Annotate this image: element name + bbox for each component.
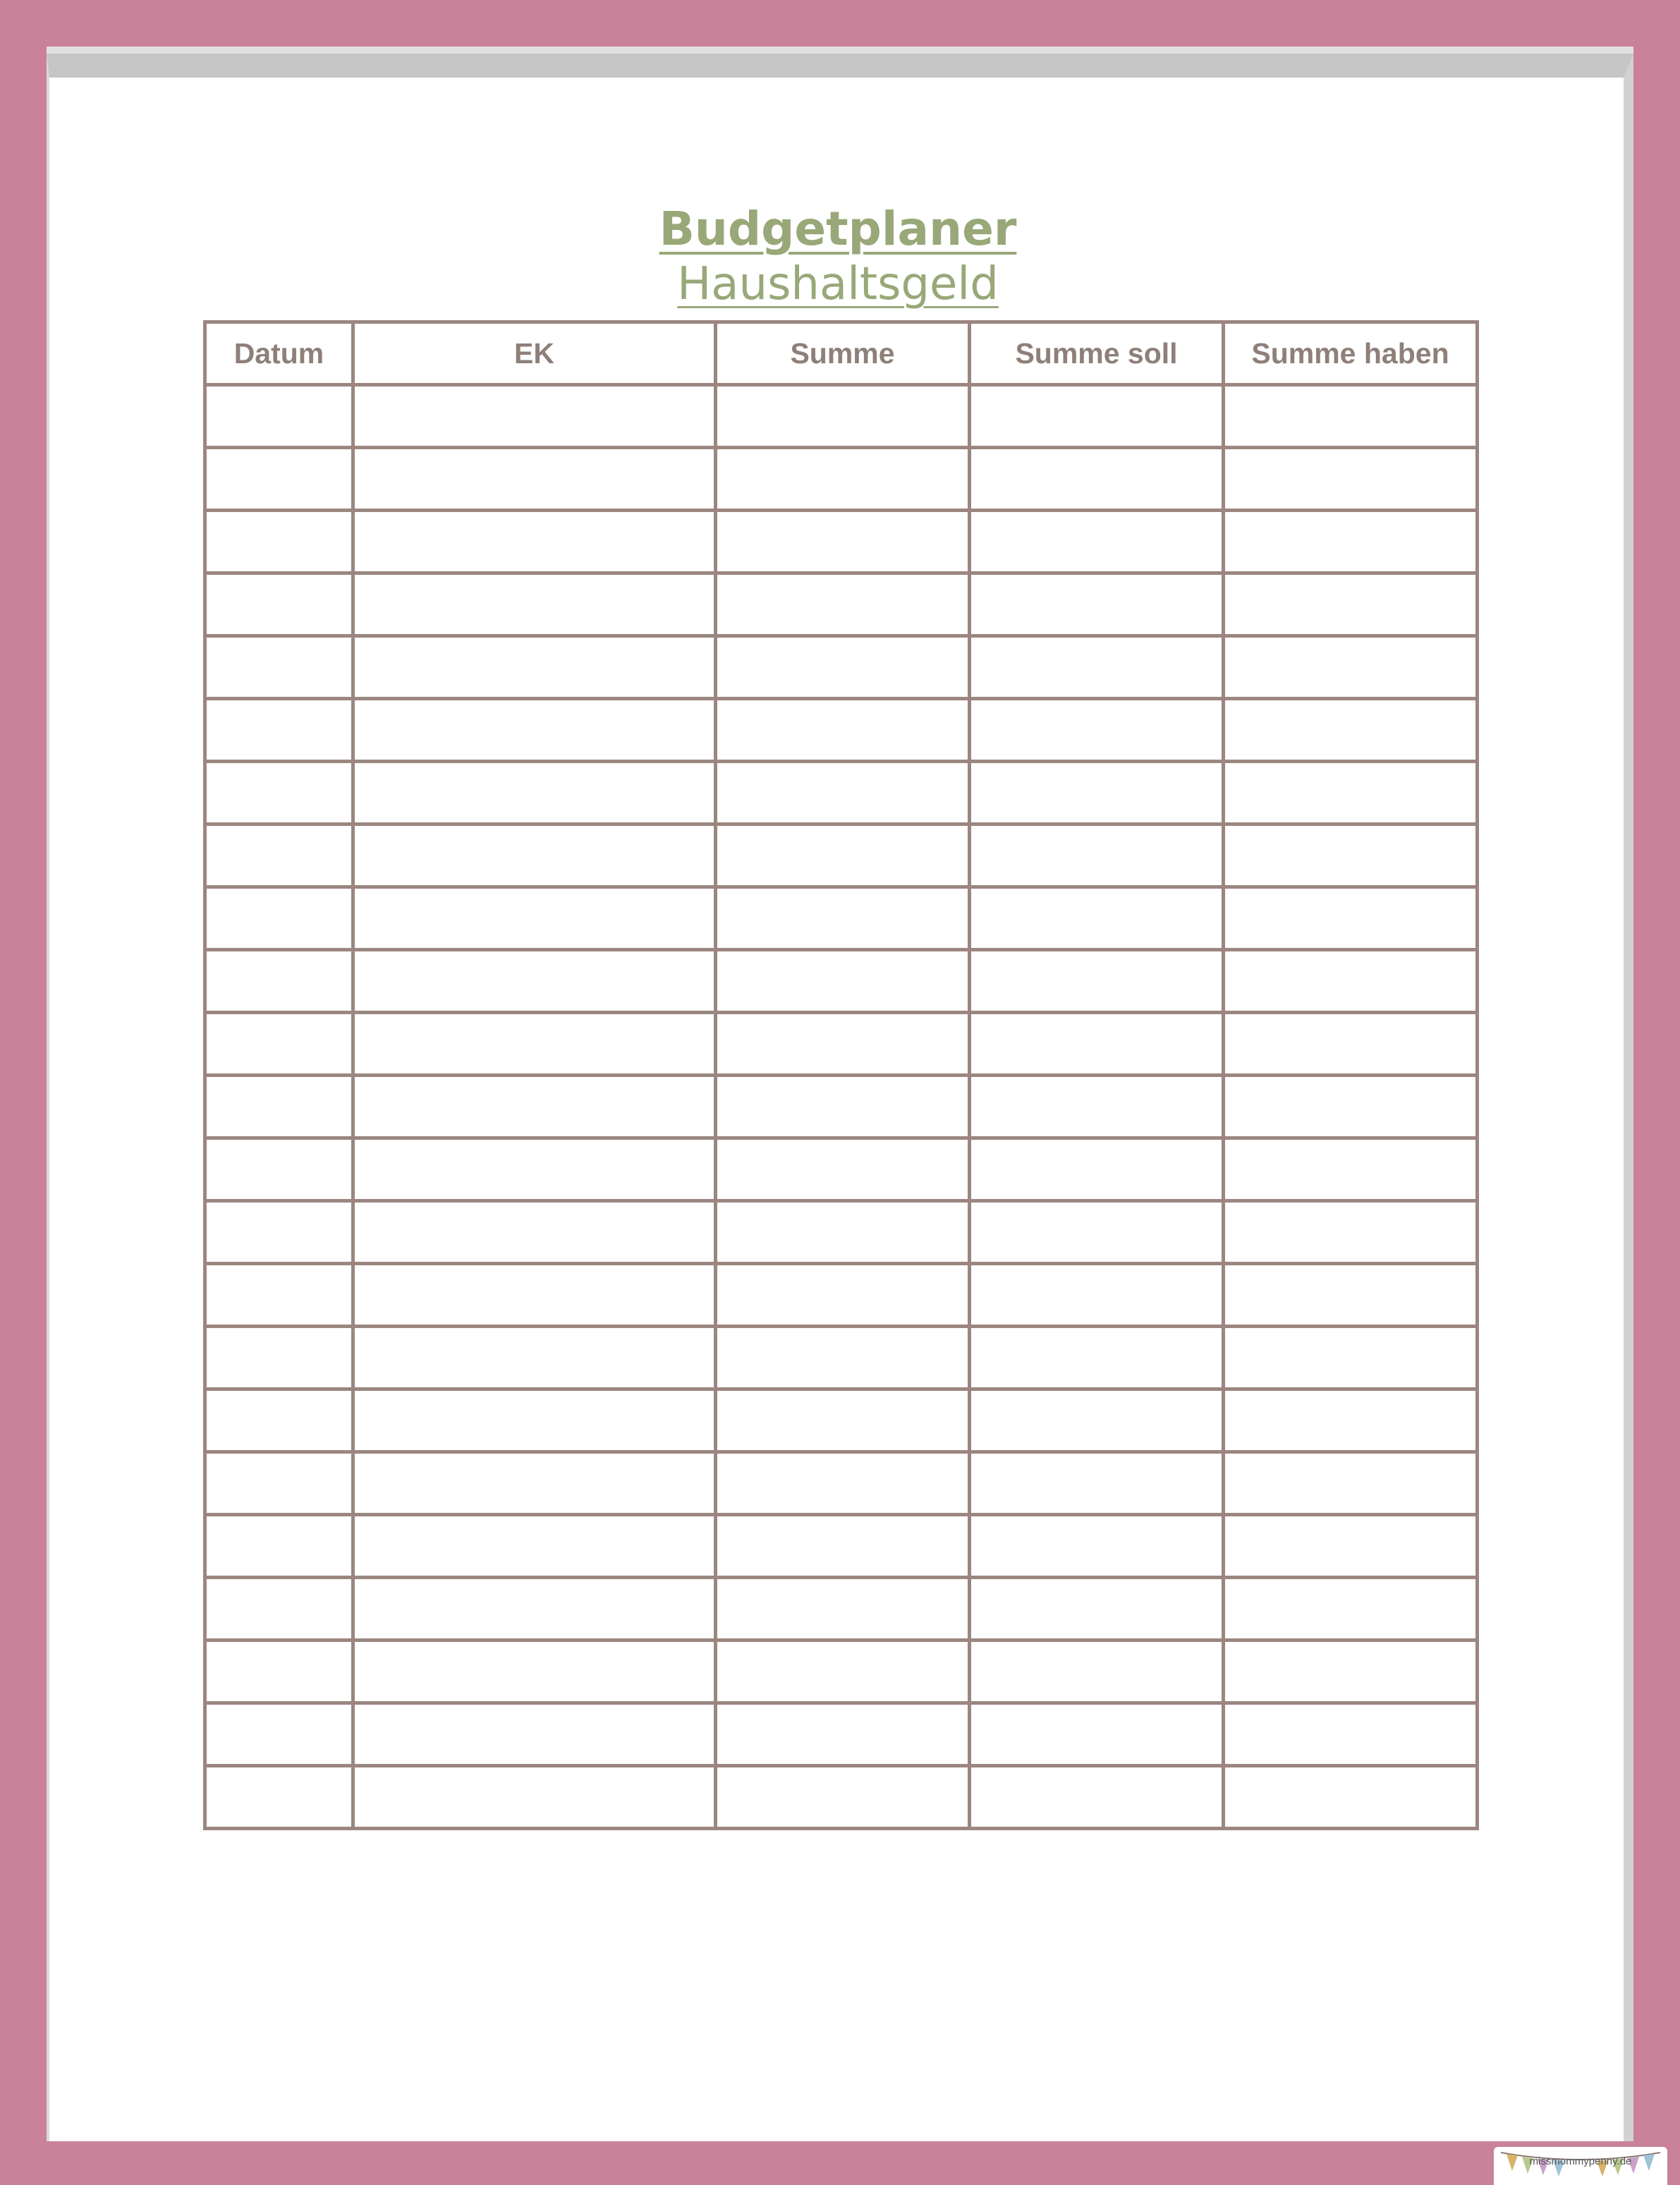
table-cell[interactable]: [353, 1138, 716, 1201]
table-row: [205, 448, 1478, 511]
table-cell[interactable]: [970, 762, 1224, 824]
table-row: [205, 1389, 1478, 1452]
table-cell[interactable]: [205, 887, 353, 950]
table-row: [205, 1766, 1478, 1829]
table-cell[interactable]: [716, 448, 970, 511]
table-cell[interactable]: [970, 1641, 1224, 1703]
table-cell[interactable]: [205, 385, 353, 448]
table-cell[interactable]: [1224, 824, 1478, 887]
table-row: [205, 699, 1478, 762]
table-cell[interactable]: [1224, 1138, 1478, 1201]
table-row: [205, 1201, 1478, 1264]
table-body: [205, 385, 1478, 1829]
table-cell[interactable]: [353, 887, 716, 950]
table-cell[interactable]: [353, 1327, 716, 1389]
page-title: Budgetplaner: [659, 202, 1017, 256]
table-cell[interactable]: [353, 950, 716, 1013]
table-row: [205, 1641, 1478, 1703]
table-cell[interactable]: [353, 1766, 716, 1829]
table-cell[interactable]: [353, 762, 716, 824]
table-cell[interactable]: [353, 573, 716, 636]
site-logo: [1494, 2147, 1667, 2185]
table-cell[interactable]: [1224, 762, 1478, 824]
table-cell[interactable]: [205, 824, 353, 887]
page-top-rule: [47, 47, 1633, 54]
table-cell[interactable]: [1224, 950, 1478, 1013]
table-cell[interactable]: [716, 511, 970, 573]
table-row: [205, 1264, 1478, 1327]
table-cell[interactable]: [716, 1578, 970, 1641]
table-row: [205, 1076, 1478, 1138]
table-cell[interactable]: [353, 1389, 716, 1452]
table-cell[interactable]: [970, 511, 1224, 573]
table-cell[interactable]: [716, 1076, 970, 1138]
table-cell[interactable]: [205, 1578, 353, 1641]
table-cell[interactable]: [1224, 1389, 1478, 1452]
table-cell[interactable]: [716, 1515, 970, 1578]
budget-table: [203, 320, 1479, 1830]
table-cell[interactable]: [205, 1264, 353, 1327]
table-row: [205, 1578, 1478, 1641]
table-row: [205, 824, 1478, 887]
table-cell[interactable]: [353, 1076, 716, 1138]
table-cell[interactable]: [353, 1641, 716, 1703]
table-cell[interactable]: [716, 1201, 970, 1264]
table-row: [205, 762, 1478, 824]
page-subtitle: Haushaltsgeld: [677, 258, 999, 310]
logo-text: missmommypenny.de: [1529, 2155, 1632, 2167]
table-cell[interactable]: [205, 1201, 353, 1264]
table-cell[interactable]: [716, 887, 970, 950]
table-cell[interactable]: [970, 1138, 1224, 1201]
table-cell[interactable]: [353, 1452, 716, 1515]
table-cell[interactable]: [1224, 1076, 1478, 1138]
table-cell[interactable]: [205, 699, 353, 762]
table-cell[interactable]: [205, 762, 353, 824]
table-cell[interactable]: [970, 887, 1224, 950]
table-cell[interactable]: [205, 1076, 353, 1138]
table-cell[interactable]: [205, 1327, 353, 1389]
table-cell[interactable]: [205, 1389, 353, 1452]
table-cell[interactable]: [353, 699, 716, 762]
table-row: [205, 1013, 1478, 1076]
table-cell[interactable]: [716, 1389, 970, 1452]
document-page: [47, 54, 1633, 2141]
table-cell[interactable]: [205, 1641, 353, 1703]
table-row: [205, 1138, 1478, 1201]
table-cell[interactable]: [353, 1578, 716, 1641]
table-cell[interactable]: [353, 1264, 716, 1327]
table-cell[interactable]: [970, 1327, 1224, 1389]
table-cell[interactable]: [205, 1766, 353, 1829]
table-cell[interactable]: [353, 511, 716, 573]
table-row: [205, 1703, 1478, 1766]
table-cell[interactable]: [970, 824, 1224, 887]
table-cell[interactable]: [716, 1264, 970, 1327]
table-cell[interactable]: [970, 1264, 1224, 1327]
table-cell[interactable]: [1224, 448, 1478, 511]
table-cell[interactable]: [716, 950, 970, 1013]
table-cell[interactable]: [353, 1201, 716, 1264]
table-cell[interactable]: [970, 699, 1224, 762]
table-cell[interactable]: [205, 1138, 353, 1201]
table-cell[interactable]: [1224, 1201, 1478, 1264]
table-cell[interactable]: [1224, 511, 1478, 573]
table-cell[interactable]: [716, 1452, 970, 1515]
column-header-datum: Datum: [205, 322, 353, 385]
table-row: [205, 950, 1478, 1013]
table-cell[interactable]: [1224, 699, 1478, 762]
table-cell[interactable]: [716, 1703, 970, 1766]
table-cell[interactable]: [716, 824, 970, 887]
table-cell[interactable]: [1224, 1515, 1478, 1578]
table-row: [205, 887, 1478, 950]
table-row: [205, 511, 1478, 573]
table-row: [205, 1452, 1478, 1515]
table-cell[interactable]: [205, 573, 353, 636]
column-header-ek: EK: [353, 322, 716, 385]
table-row: [205, 1327, 1478, 1389]
table-cell[interactable]: [205, 448, 353, 511]
table-cell[interactable]: [205, 636, 353, 699]
table-cell[interactable]: [1224, 1327, 1478, 1389]
table-row: [205, 636, 1478, 699]
table-cell[interactable]: [970, 1389, 1224, 1452]
table-cell[interactable]: [970, 636, 1224, 699]
table-cell[interactable]: [205, 511, 353, 573]
table-cell[interactable]: [353, 385, 716, 448]
table-cell[interactable]: [716, 699, 970, 762]
table-cell[interactable]: [970, 950, 1224, 1013]
column-header-summe-haben: Summe haben: [1224, 322, 1478, 385]
table-cell[interactable]: [970, 1703, 1224, 1766]
table-cell[interactable]: [716, 1138, 970, 1201]
table-cell[interactable]: [353, 636, 716, 699]
table-cell[interactable]: [353, 448, 716, 511]
table-cell[interactable]: [1224, 1703, 1478, 1766]
table-row: [205, 1515, 1478, 1578]
table-cell[interactable]: [1224, 1452, 1478, 1515]
table-cell[interactable]: [970, 1452, 1224, 1515]
column-header-summe-soll: Summe soll: [970, 322, 1224, 385]
table-cell[interactable]: [1224, 1578, 1478, 1641]
table-cell[interactable]: [970, 1013, 1224, 1076]
table-cell[interactable]: [1224, 636, 1478, 699]
table-row: [205, 573, 1478, 636]
table-cell[interactable]: [1224, 1641, 1478, 1703]
table-cell[interactable]: [205, 1515, 353, 1578]
table-cell[interactable]: [205, 1703, 353, 1766]
table-cell[interactable]: [970, 385, 1224, 448]
table-cell[interactable]: [716, 573, 970, 636]
table-cell[interactable]: [970, 1578, 1224, 1641]
table-cell[interactable]: [716, 762, 970, 824]
column-header-summe: Summe: [716, 322, 970, 385]
table-cell[interactable]: [205, 1013, 353, 1076]
table-cell[interactable]: [716, 636, 970, 699]
table-cell[interactable]: [353, 824, 716, 887]
table-cell[interactable]: [716, 1641, 970, 1703]
table-row: [205, 385, 1478, 448]
table-cell[interactable]: [1224, 385, 1478, 448]
table-cell[interactable]: [716, 385, 970, 448]
table-cell[interactable]: [716, 1766, 970, 1829]
table-cell[interactable]: [353, 1515, 716, 1578]
table-cell[interactable]: [716, 1013, 970, 1076]
table-cell[interactable]: [205, 1452, 353, 1515]
table-cell[interactable]: [1224, 887, 1478, 950]
table-cell[interactable]: [970, 573, 1224, 636]
table-cell[interactable]: [1224, 1264, 1478, 1327]
table-cell[interactable]: [353, 1703, 716, 1766]
table-cell[interactable]: [970, 1076, 1224, 1138]
table-cell[interactable]: [716, 1327, 970, 1389]
table-cell[interactable]: [1224, 573, 1478, 636]
table-cell[interactable]: [205, 950, 353, 1013]
table-cell[interactable]: [970, 1515, 1224, 1578]
table-cell[interactable]: [1224, 1766, 1478, 1829]
table-header-row: [205, 322, 1478, 385]
table-cell[interactable]: [970, 1766, 1224, 1829]
table-cell[interactable]: [970, 448, 1224, 511]
table-cell[interactable]: [970, 1201, 1224, 1264]
table-cell[interactable]: [353, 1013, 716, 1076]
table-cell[interactable]: [1224, 1013, 1478, 1076]
